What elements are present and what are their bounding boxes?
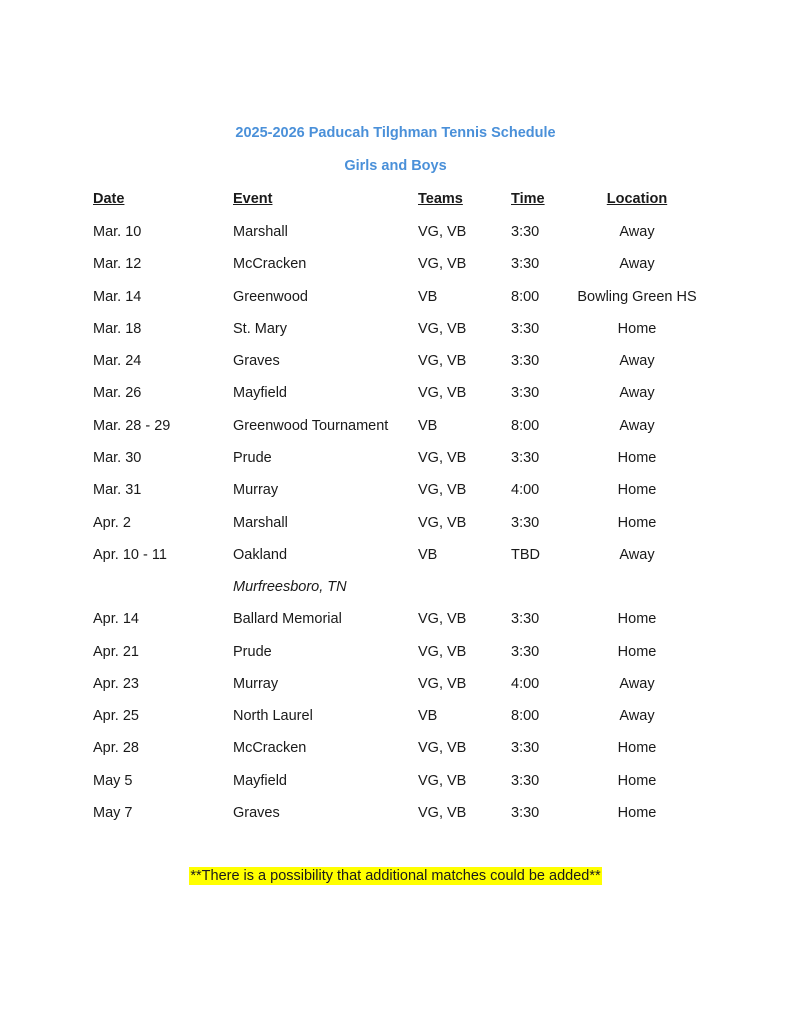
cell-location: Home: [617, 805, 657, 822]
table-row: [0, 577, 791, 597]
cell-date: Apr. 28: [93, 740, 139, 757]
cell-location: Away: [619, 353, 655, 370]
cell-time: 3:30: [511, 611, 540, 628]
cell-teams: VG, VB: [418, 256, 467, 273]
cell-event: Marshall: [233, 224, 288, 240]
table-row: [0, 771, 791, 791]
cell-date: Mar. 31: [93, 482, 142, 499]
cell-date: May 5: [93, 772, 133, 789]
table-row: [0, 545, 791, 565]
table-row: [0, 254, 791, 274]
cell-location: Away: [619, 224, 655, 240]
header-event: Event: [233, 191, 273, 207]
table-row: [0, 287, 791, 307]
cell-date: Apr. 10 - 11: [93, 546, 167, 563]
header-teams: Teams: [418, 191, 463, 207]
cell-event: Marshall: [233, 514, 288, 531]
cell-location: Away: [619, 385, 655, 402]
note: [0, 868, 791, 884]
header-location: Location: [606, 191, 668, 207]
cell-teams: VG, VB: [418, 224, 467, 240]
cell-event: North Laurel: [233, 708, 313, 725]
table-row: [0, 674, 791, 694]
table-row: [0, 383, 791, 403]
cell-location: Home: [617, 482, 657, 499]
cell-teams: VG, VB: [418, 514, 467, 531]
cell-time: 3:30: [511, 353, 540, 370]
table-row: [0, 738, 791, 758]
table-row: [0, 706, 791, 726]
cell-teams: VG, VB: [418, 772, 467, 789]
cell-date: Apr. 2: [93, 514, 131, 531]
table-row: [0, 803, 791, 823]
cell-teams: VG, VB: [418, 385, 467, 402]
cell-event: Oakland: [233, 546, 288, 563]
table-row: [0, 222, 791, 242]
cell-location: Home: [617, 449, 657, 466]
cell-teams: VG, VB: [418, 320, 467, 337]
cell-teams: VB: [418, 708, 438, 725]
cell-time: 8:00: [511, 288, 540, 305]
cell-event: Prude: [233, 449, 272, 466]
cell-teams: VG, VB: [418, 611, 467, 628]
page-subtitle: Girls and Boys: [344, 158, 447, 174]
cell-date: Mar. 24: [93, 353, 142, 370]
table-row: [0, 416, 791, 436]
cell-teams: VG, VB: [418, 675, 467, 692]
cell-time: 3:30: [511, 514, 540, 531]
cell-teams: VG, VB: [418, 482, 467, 499]
cell-location: Home: [617, 611, 657, 628]
cell-time: 3:30: [511, 385, 540, 402]
cell-time: TBD: [511, 546, 540, 563]
cell-time: 4:00: [511, 675, 540, 692]
cell-date: Mar. 28 - 29: [93, 417, 171, 434]
cell-teams: VG, VB: [418, 353, 467, 370]
cell-date: Mar. 30: [93, 449, 142, 466]
cell-event: McCracken: [233, 256, 307, 273]
cell-date: Mar. 10: [93, 224, 142, 240]
cell-location: Home: [617, 320, 657, 337]
cell-location: Home: [617, 514, 657, 531]
cell-time: 3:30: [511, 740, 540, 757]
table-row: [0, 351, 791, 371]
cell-date: Apr. 14: [93, 611, 139, 628]
table-row: [0, 319, 791, 339]
cell-teams: VG, VB: [418, 805, 467, 822]
cell-time: 3:30: [511, 805, 540, 822]
cell-teams: VG, VB: [418, 643, 467, 660]
cell-teams: VB: [418, 288, 438, 305]
page-title: 2025-2026 Paducah Tilghman Tennis Schedule: [235, 125, 556, 141]
cell-location: Away: [619, 708, 655, 725]
cell-date: Mar. 12: [93, 256, 142, 273]
cell-date: Mar. 26: [93, 385, 142, 402]
cell-event: McCracken: [233, 740, 307, 757]
header-date: Date: [93, 191, 125, 207]
cell-date: Apr. 21: [93, 643, 139, 660]
cell-time: 4:00: [511, 482, 540, 499]
note-text: **There is a possibility that additional matches could be added**: [190, 868, 601, 884]
cell-date: Apr. 23: [93, 675, 139, 692]
cell-time: 3:30: [511, 224, 540, 240]
cell-event: Graves: [233, 353, 280, 370]
cell-event: Murfreesboro, TN: [233, 579, 347, 596]
cell-location: Away: [619, 546, 655, 563]
cell-time: 3:30: [511, 643, 540, 660]
cell-teams: VG, VB: [418, 740, 467, 757]
cell-event: Murray: [233, 675, 279, 692]
table-header: [0, 189, 791, 209]
cell-time: 8:00: [511, 708, 540, 725]
cell-teams: VG, VB: [418, 449, 467, 466]
cell-location: Home: [617, 643, 657, 660]
cell-location: Away: [619, 417, 655, 434]
cell-location: Home: [617, 772, 657, 789]
cell-teams: VB: [418, 546, 438, 563]
cell-event: Prude: [233, 643, 272, 660]
cell-time: 3:30: [511, 772, 540, 789]
cell-time: 3:30: [511, 320, 540, 337]
cell-time: 3:30: [511, 256, 540, 273]
cell-date: Apr. 25: [93, 708, 139, 725]
cell-event: St. Mary: [233, 320, 287, 337]
cell-location: Bowling Green HS: [577, 288, 697, 305]
cell-event: Mayfield: [233, 772, 287, 789]
cell-event: Ballard Memorial: [233, 611, 342, 628]
cell-event: Mayfield: [233, 385, 287, 402]
header-time: Time: [511, 191, 545, 207]
cell-event: Greenwood: [233, 288, 308, 305]
cell-event: Murray: [233, 482, 279, 499]
cell-date: Mar. 14: [93, 288, 142, 305]
table-row: [0, 480, 791, 500]
table-row: [0, 642, 791, 662]
cell-location: Home: [617, 740, 657, 757]
cell-date: May 7: [93, 805, 133, 822]
table-row: [0, 513, 791, 533]
cell-location: Away: [619, 256, 655, 273]
cell-event: Greenwood Tournament: [233, 417, 389, 434]
cell-teams: VB: [418, 417, 438, 434]
cell-time: 8:00: [511, 417, 540, 434]
cell-date: Mar. 18: [93, 320, 142, 337]
cell-location: Away: [619, 675, 655, 692]
table-row: [0, 448, 791, 468]
cell-time: 3:30: [511, 449, 540, 466]
table-row: [0, 609, 791, 629]
cell-event: Graves: [233, 805, 280, 822]
